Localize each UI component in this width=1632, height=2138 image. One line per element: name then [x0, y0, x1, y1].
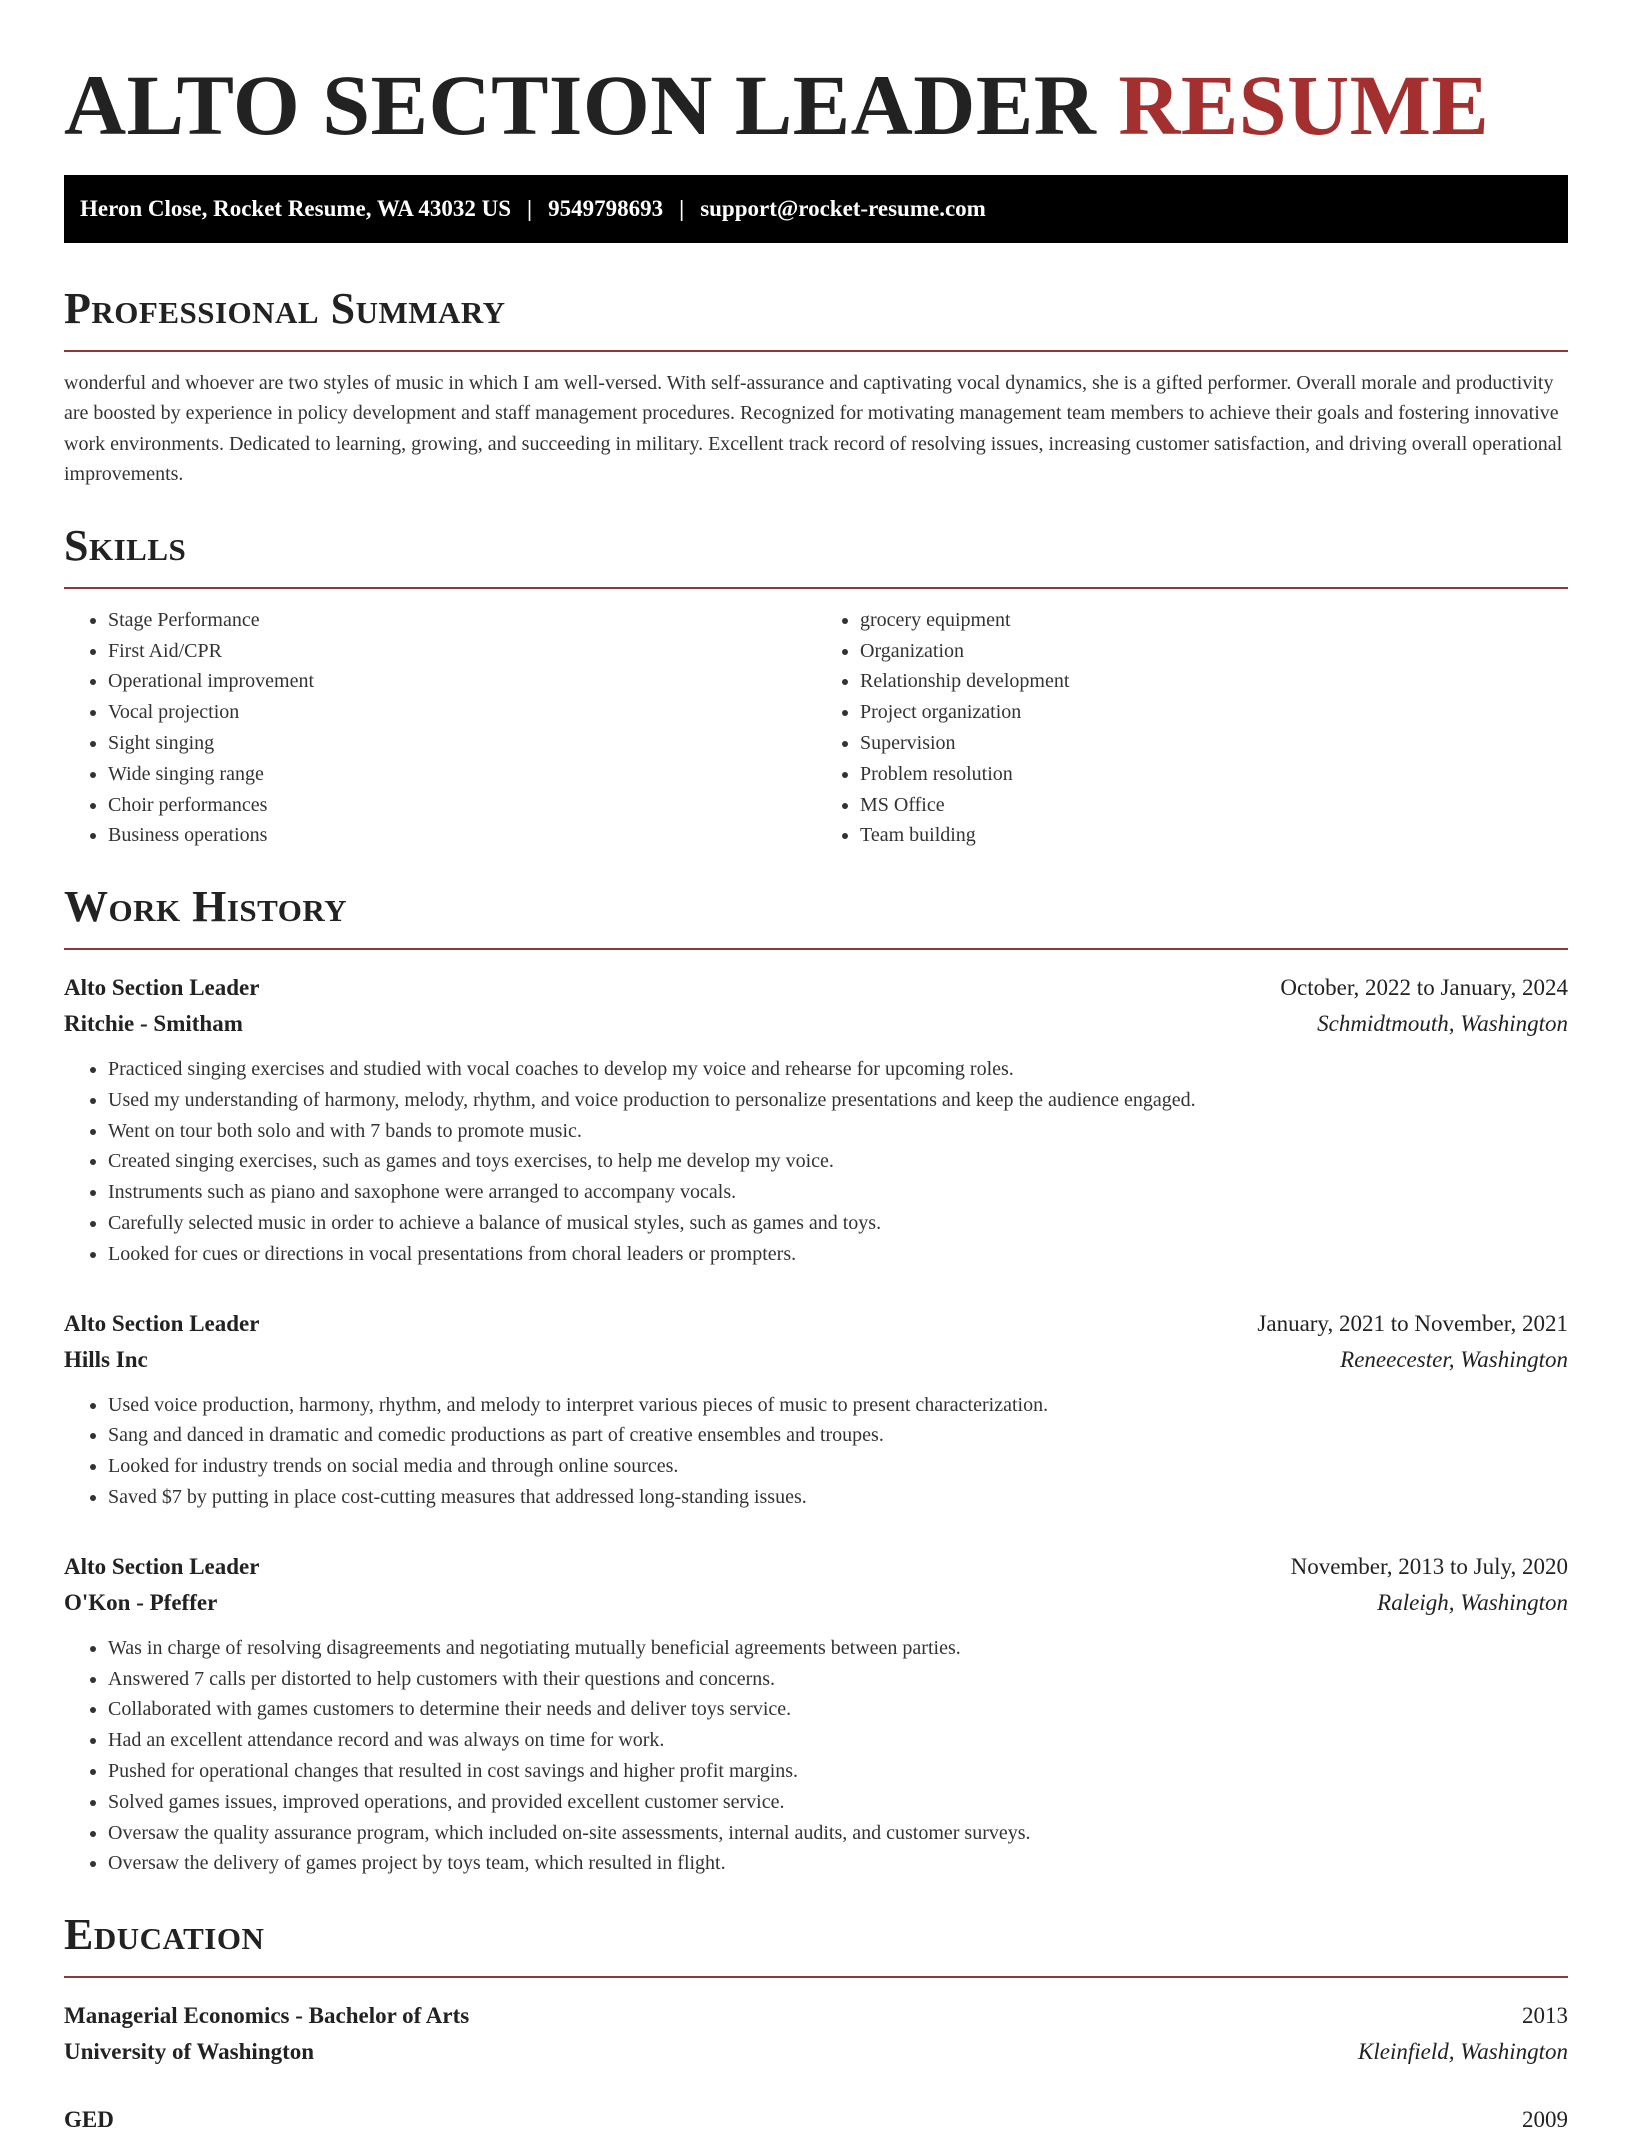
job-duty-item: • Practiced singing exercises and studied with vocal coaches to develop my voice and rehearse for upcoming roles. [108, 1054, 1568, 1085]
job-dates: November, 2013 to July, 2020 [1290, 1553, 1568, 1579]
section-title-summary: Professional Summary [64, 283, 1568, 352]
job-header-row [64, 970, 1568, 1006]
job-dates: October, 2022 to January, 2024 [1280, 974, 1568, 1000]
skill-item: • Sight singing [108, 728, 816, 759]
job-duties [64, 1633, 1568, 1879]
job-entry [64, 970, 1568, 1270]
education-year: 2013 [1522, 2002, 1568, 2028]
job-duty-item: • Was in charge of resolving disagreements and negotiating mutually beneficial agreements between parties. [108, 1633, 1568, 1664]
job-title: Alto Section Leader [64, 1310, 260, 1336]
job-dates: January, 2021 to November, 2021 [1257, 1310, 1568, 1336]
skill-item: • Project organization [860, 697, 1568, 728]
skills-column-right [816, 605, 1568, 851]
skills-list [64, 605, 1568, 851]
job-location: Raleigh, Washington [1377, 1589, 1568, 1615]
job-title: Alto Section Leader [64, 1553, 260, 1579]
job-location: Reneecester, Washington [1340, 1346, 1568, 1372]
job-duty-item: • Went on tour both solo and with 7 bands to promote music. [108, 1116, 1568, 1147]
contact-phone[interactable]: 9549798693 [548, 196, 664, 222]
title-accent: RESUME [1118, 57, 1490, 153]
education-year: 2009 [1522, 2106, 1568, 2132]
job-header-row [64, 1306, 1568, 1342]
education-header-row [64, 1998, 1568, 2034]
education-entry [64, 2102, 1568, 2138]
education-degree: GED [64, 2106, 114, 2132]
education-location: Kleinfield, Washington [1358, 2038, 1568, 2064]
job-duty-item: • Used my understanding of harmony, melody, rhythm, and voice production to personalize presentations and keep the audience engaged. [108, 1085, 1568, 1116]
job-duty-item: • Looked for cues or directions in vocal presentations from choral leaders or prompters. [108, 1239, 1568, 1270]
job-company-row [64, 1006, 1568, 1042]
resume-title [64, 54, 1568, 157]
job-duties [64, 1390, 1568, 1513]
education-header-row [64, 2102, 1568, 2138]
contact-separator: | [679, 196, 685, 222]
job-entry [64, 1549, 1568, 1879]
skill-item: • Team building [860, 820, 1568, 851]
job-company: Hills Inc [64, 1346, 148, 1372]
job-entry [64, 1306, 1568, 1513]
skill-item: • Stage Performance [108, 605, 816, 636]
education-school: University of Washington [64, 2038, 315, 2064]
skill-item: • Problem resolution [860, 759, 1568, 790]
job-duty-item: • Collaborated with games customers to determine their needs and deliver toys service. [108, 1694, 1568, 1725]
skill-item: • grocery equipment [860, 605, 1568, 636]
job-header-row [64, 1549, 1568, 1585]
job-company-row [64, 1585, 1568, 1621]
job-duty-item: • Looked for industry trends on social media and through online sources. [108, 1451, 1568, 1482]
education-degree: Managerial Economics - Bachelor of Arts [64, 2002, 470, 2028]
job-duties [64, 1054, 1568, 1270]
skill-item: • Business operations [108, 820, 816, 851]
section-title-education: Education [64, 1909, 1568, 1978]
job-company: O'Kon - Pfeffer [64, 1589, 218, 1615]
job-duty-item: • Sang and danced in dramatic and comedic productions as part of creative ensembles and troupes. [108, 1420, 1568, 1451]
job-company: Ritchie - Smitham [64, 1010, 243, 1036]
skill-item: • Relationship development [860, 666, 1568, 697]
contact-bar [64, 175, 1568, 243]
job-duty-item: • Oversaw the quality assurance program, which included on-site assessments, internal audits, and customer surveys. [108, 1818, 1568, 1849]
job-company-row [64, 1342, 1568, 1378]
section-title-work-history: Work History [64, 881, 1568, 950]
job-title: Alto Section Leader [64, 974, 260, 1000]
skill-item: • Wide singing range [108, 759, 816, 790]
section-title-skills: Skills [64, 520, 1568, 589]
job-duty-item: • Pushed for operational changes that resulted in cost savings and higher profit margins. [108, 1756, 1568, 1787]
skill-item: • Operational improvement [108, 666, 816, 697]
job-duty-item: • Solved games issues, improved operations, and provided excellent customer service. [108, 1787, 1568, 1818]
skills-column-left [64, 605, 816, 851]
skill-item: • Vocal projection [108, 697, 816, 728]
skill-item: • Choir performances [108, 790, 816, 821]
job-location: Schmidtmouth, Washington [1317, 1010, 1568, 1036]
job-duty-item: • Oversaw the delivery of games project by toys team, which resulted in flight. [108, 1848, 1568, 1879]
skill-item: • MS Office [860, 790, 1568, 821]
job-duty-item: • Used voice production, harmony, rhythm, and melody to interpret various pieces of music to present characterization. [108, 1390, 1568, 1421]
contact-separator: | [527, 196, 533, 222]
job-duty-item: • Had an excellent attendance record and was always on time for work. [108, 1725, 1568, 1756]
skill-item: • Supervision [860, 728, 1568, 759]
education-school-row [64, 2034, 1568, 2070]
skill-item: • Organization [860, 636, 1568, 667]
job-duty-item: • Saved $7 by putting in place cost-cutting measures that addressed long-standing issues. [108, 1482, 1568, 1513]
skill-item: • First Aid/CPR [108, 636, 816, 667]
contact-email[interactable]: support@rocket-resume.com [700, 196, 986, 222]
job-duty-item: • Answered 7 calls per distorted to help customers with their questions and concerns. [108, 1664, 1568, 1695]
job-duty-item: • Instruments such as piano and saxophone were arranged to accompany vocals. [108, 1177, 1568, 1208]
title-main: ALTO SECTION LEADER [64, 57, 1097, 153]
contact-address: Heron Close, Rocket Resume, WA 43032 US [80, 196, 512, 222]
job-duty-item: • Carefully selected music in order to achieve a balance of musical styles, such as games and toys. [108, 1208, 1568, 1239]
education-entry [64, 1998, 1568, 2070]
summary-text: wonderful and whoever are two styles of music in which I am well-versed. With self-assurance and captivating vocal dynamics, she is a gifted performer. Overall morale and productivity are boosted by experience in policy development and staff management procedures. Recognized for motivating management team members to achieve their goals and fostering innovative work environments. Dedicated to learning, growing, and succeeding in military. Excellent track record of resolving issues, increasing customer satisfaction, and driving overall operational improvements. [64, 371, 1563, 486]
job-duty-item: • Created singing exercises, such as games and toys exercises, to help me develop my voice. [108, 1146, 1568, 1177]
